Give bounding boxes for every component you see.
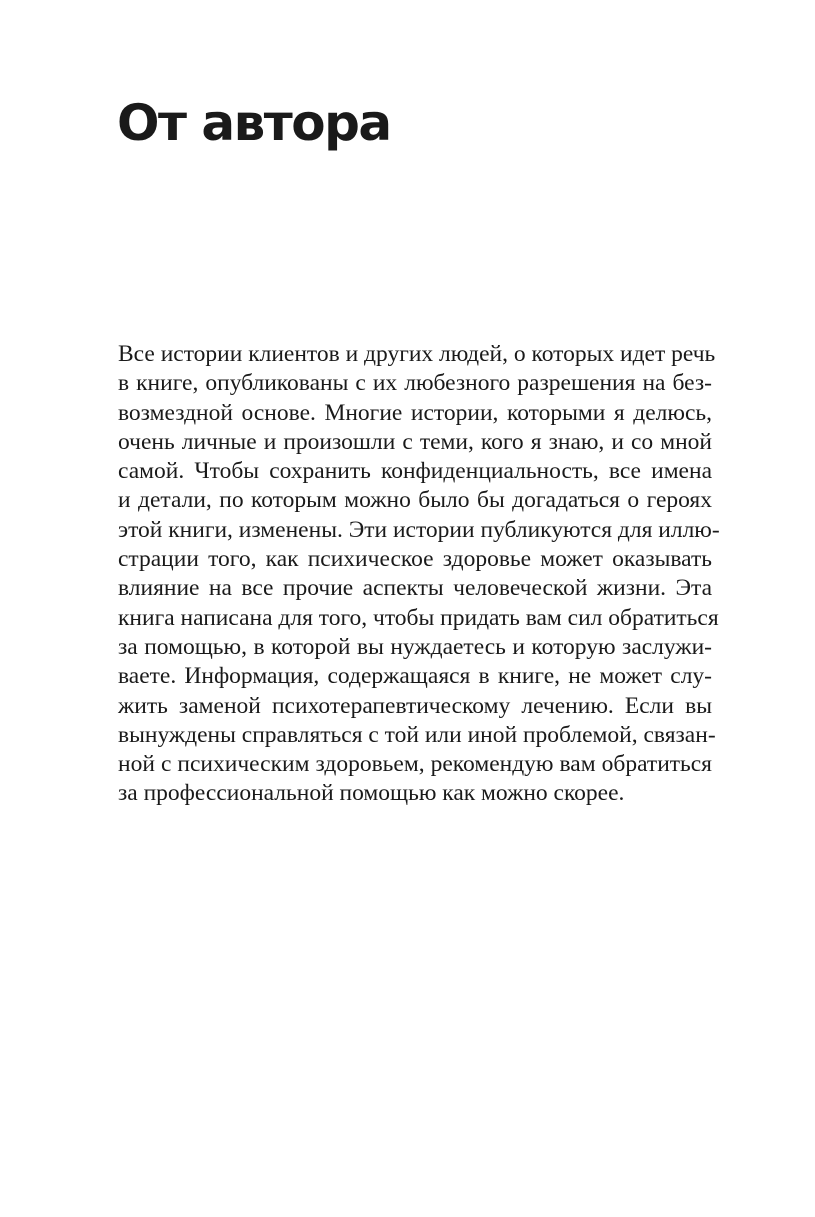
paragraph-line: вынуждены справляться с той или иной проблемой, связан-: [118, 721, 716, 748]
paragraph-line: книга написана для того, чтобы придать вам сил обратиться: [118, 604, 719, 631]
paragraph-line: и детали, по которым можно было бы догадаться о героях: [118, 487, 712, 514]
paragraph-line: очень личные и произошли с теми, кого я знаю, и со мной: [118, 428, 712, 455]
paragraph-line: за помощью, в которой вы нуждаетесь и которую заслужи-: [118, 633, 712, 660]
page-title: От автора: [117, 94, 391, 152]
paragraph-line: влияние на все прочие аспекты человеческой жизни. Эта: [118, 575, 712, 602]
paragraph-line: в книге, опубликованы с их любезного разрешения на без-: [118, 370, 712, 397]
paragraph-line: ной с психическим здоровьем, рекомендую вам обратиться: [118, 751, 712, 778]
paragraph-line: этой книги, изменены. Эти истории публикуются для иллю-: [118, 516, 720, 543]
author-note-paragraph: [118, 340, 720, 809]
paragraph-line: страции того, как психическое здоровье может оказывать: [118, 546, 712, 573]
paragraph-line: за профессиональной помощью как можно скорее.: [118, 780, 625, 807]
paragraph-line: Все истории клиентов и других людей, о которых идет речь: [118, 341, 716, 367]
paragraph-line: ваете. Информация, содержащаяся в книге, не может слу-: [118, 663, 712, 690]
paragraph-line: возмездной основе. Многие истории, которыми я делюсь,: [118, 399, 712, 426]
paragraph-line: жить заменой психотерапевтическому лечению. Если вы: [118, 692, 712, 719]
paragraph-line: самой. Чтобы сохранить конфиденциальность, все имена: [118, 458, 712, 485]
